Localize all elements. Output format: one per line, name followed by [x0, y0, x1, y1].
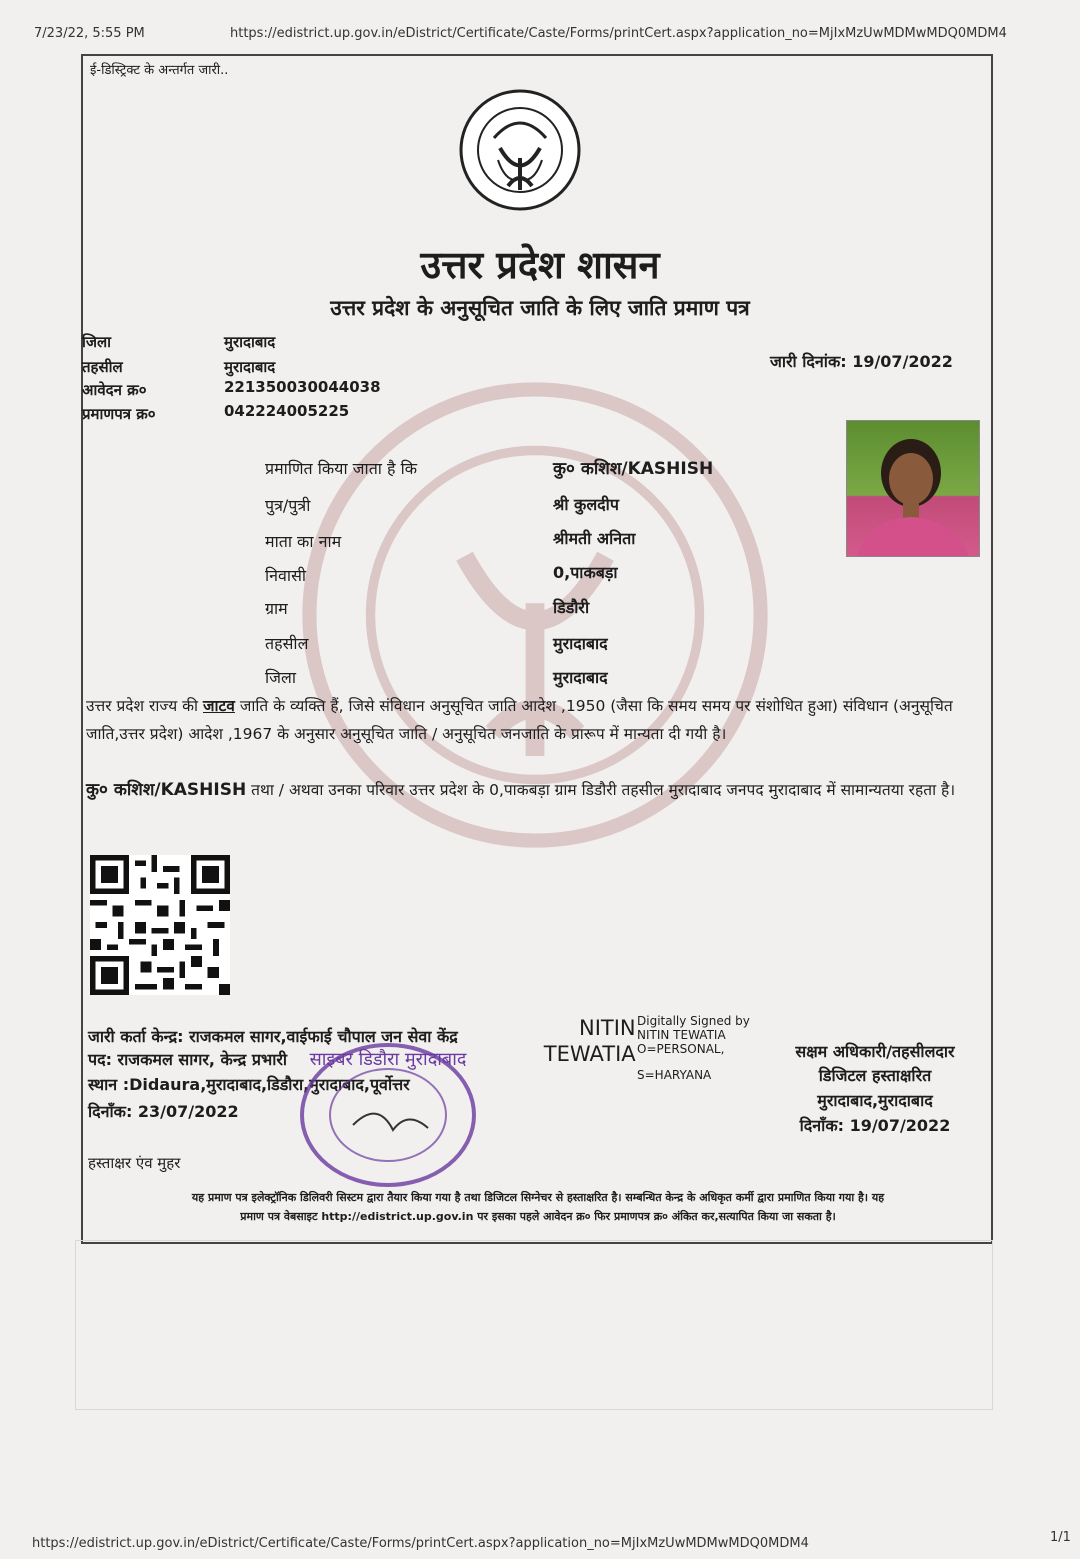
detail-label: माता का नाम	[265, 532, 342, 551]
qr-code	[90, 855, 230, 995]
authority-place: मुरादाबाद,मुरादाबाद	[817, 1091, 933, 1110]
print-datetime: 7/23/22, 5:55 PM	[34, 26, 145, 41]
document-subtitle: उत्तर प्रदेश के अनुसूचित जाति के लिए जाति प्रमाण पत्र	[330, 296, 750, 320]
print-url: https://edistrict.up.gov.in/eDistrict/Certificate/Caste/Forms/printCert.aspx?application_no=MjIxMzUwMDMwMDQ0MDM4	[230, 26, 1007, 41]
sign-label: हस्ताक्षर एंव मुहर	[88, 1154, 181, 1172]
issuer-centre: जारी कर्ता केन्द्र: राजकमल सागर,वाईफाई चौपाल जन सेवा केंद्र	[88, 1027, 458, 1046]
sig-line: O=PERSONAL,	[637, 1042, 725, 1056]
applicant-photo	[846, 420, 980, 557]
document-title: उत्तर प्रदेश शासन	[420, 243, 660, 287]
sig-line: S=HARYANA	[637, 1068, 712, 1082]
signer-name-line1: NITIN	[579, 1016, 636, 1040]
mother-name: श्रीमती अनिता	[553, 529, 636, 548]
detail-label: ग्राम	[265, 599, 288, 618]
sig-line: NITIN TEWATIA	[637, 1028, 726, 1042]
district-value: मुरादाबाद	[553, 668, 608, 687]
digital-signature-details	[637, 1014, 750, 1082]
residence-value: 0,पाकबड़ा	[553, 563, 618, 582]
certificate-number: 042224005225	[224, 402, 350, 420]
detail-label: पुत्र/पुत्री	[265, 496, 311, 515]
authority-title: सक्षम अधिकारी/तहसीलदार	[795, 1042, 955, 1061]
detail-label: निवासी	[265, 566, 307, 585]
print-footer-url: https://edistrict.up.gov.in/eDistrict/Certificate/Caste/Forms/printCert.aspx?application_no=MjIxMzUwMDMwMDQ0MDM4	[32, 1536, 809, 1551]
detail-label: जिला	[265, 668, 297, 687]
authority-signed: डिजिटल हस्ताक्षरित	[818, 1066, 932, 1085]
signer-name	[543, 1015, 636, 1067]
signer-name-line2: TEWATIA	[543, 1042, 636, 1066]
issuer-date: दिनाँक: 23/07/2022	[88, 1102, 239, 1121]
residence-text: तथा / अथवा उनका परिवार उत्तर प्रदेश के 0,पाकबड़ा ग्राम डिडौरी तहसील मुरादाबाद जनपद मुरादाबाद में सामान्यतया रहता है।	[246, 781, 956, 799]
meta-label: आवेदन क्र०	[82, 381, 147, 399]
tehsil-value: मुरादाबाद	[553, 634, 608, 653]
meta-label: तहसील	[82, 358, 123, 376]
meta-label: प्रमाणपत्र क्र०	[82, 405, 156, 423]
caste-name: जाटव	[202, 697, 235, 715]
bleed-through-border	[75, 1240, 993, 1410]
detail-label: प्रमाणित किया जाता है कि	[265, 459, 418, 478]
applicant-name: कु० कशिश/KASHISH	[553, 459, 714, 479]
application-number: 221350030044038	[224, 378, 381, 396]
stamp-text: साइबर डिडौरा मुरादाबाद	[309, 1049, 467, 1070]
meta-value: मुरादाबाद	[224, 333, 276, 351]
issuer-post: पद: राजकमल सागर, केन्द्र प्रभारी	[88, 1050, 288, 1069]
statement-suffix: जाति के व्यक्ति हैं, जिसे संविधान अनुसूचित जाति आदेश ,1950 (जैसा कि समय समय पर संशोधित हुआ) संविधान (अनुसूचित जाति,उत्तर प्रदेश) आदेश ,1967 के अनुसार अनुसूचित जाति / अनुसूचित जनजाति के प्रारूप में मान्यता दी गयी है।	[86, 697, 953, 743]
detail-label: तहसील	[265, 634, 309, 653]
footer-note-line2: प्रमाण पत्र वेबसाइट http://edistrict.up.gov.in पर इसका पहले आवेदन क्र० फिर प्रमाणपत्र क्र० अंकित कर,सत्यापित किया जा सकता है।	[240, 1210, 836, 1223]
statement-prefix: उत्तर प्रदेश राज्य की	[86, 697, 203, 715]
up-govt-emblem	[458, 88, 582, 212]
issuer-place: स्थान :Didaura,मुरादाबाद,डिडौरा,मुरादाबाद,पूर्वोत्तर	[88, 1075, 410, 1094]
village-value: डिडौरी	[553, 598, 590, 617]
authority-date: दिनाँक: 19/07/2022	[799, 1116, 951, 1135]
page-number: 1/1	[1050, 1530, 1071, 1545]
residence-statement	[86, 776, 976, 804]
meta-value: मुरादाबाद	[224, 358, 276, 376]
meta-label: जिला	[82, 333, 112, 351]
sig-line: Digitally Signed by	[637, 1014, 750, 1028]
caste-statement	[86, 692, 976, 748]
seal-stamp	[298, 1040, 478, 1190]
footer-note-line1: यह प्रमाण पत्र इलेक्ट्रॉनिक डिलिवरी सिस्टम द्वारा तैयार किया गया है तथा डिजिटल सिग्नेचर से हस्ताक्षरित है। सम्बन्धित केन्द्र के अधिकृत कर्मी द्वारा प्रमाणित किया गया है। यह	[191, 1191, 885, 1204]
issue-date: जारी दिनांक: 19/07/2022	[770, 352, 953, 371]
parent-name: श्री कुलदीप	[553, 495, 619, 514]
footer-note	[84, 1188, 992, 1226]
issued-under-note: ई-डिस्ट्रिक्ट के अन्तर्गत जारी..	[90, 63, 229, 78]
residence-applicant-name: कु० कशिश/KASHISH	[86, 780, 247, 800]
